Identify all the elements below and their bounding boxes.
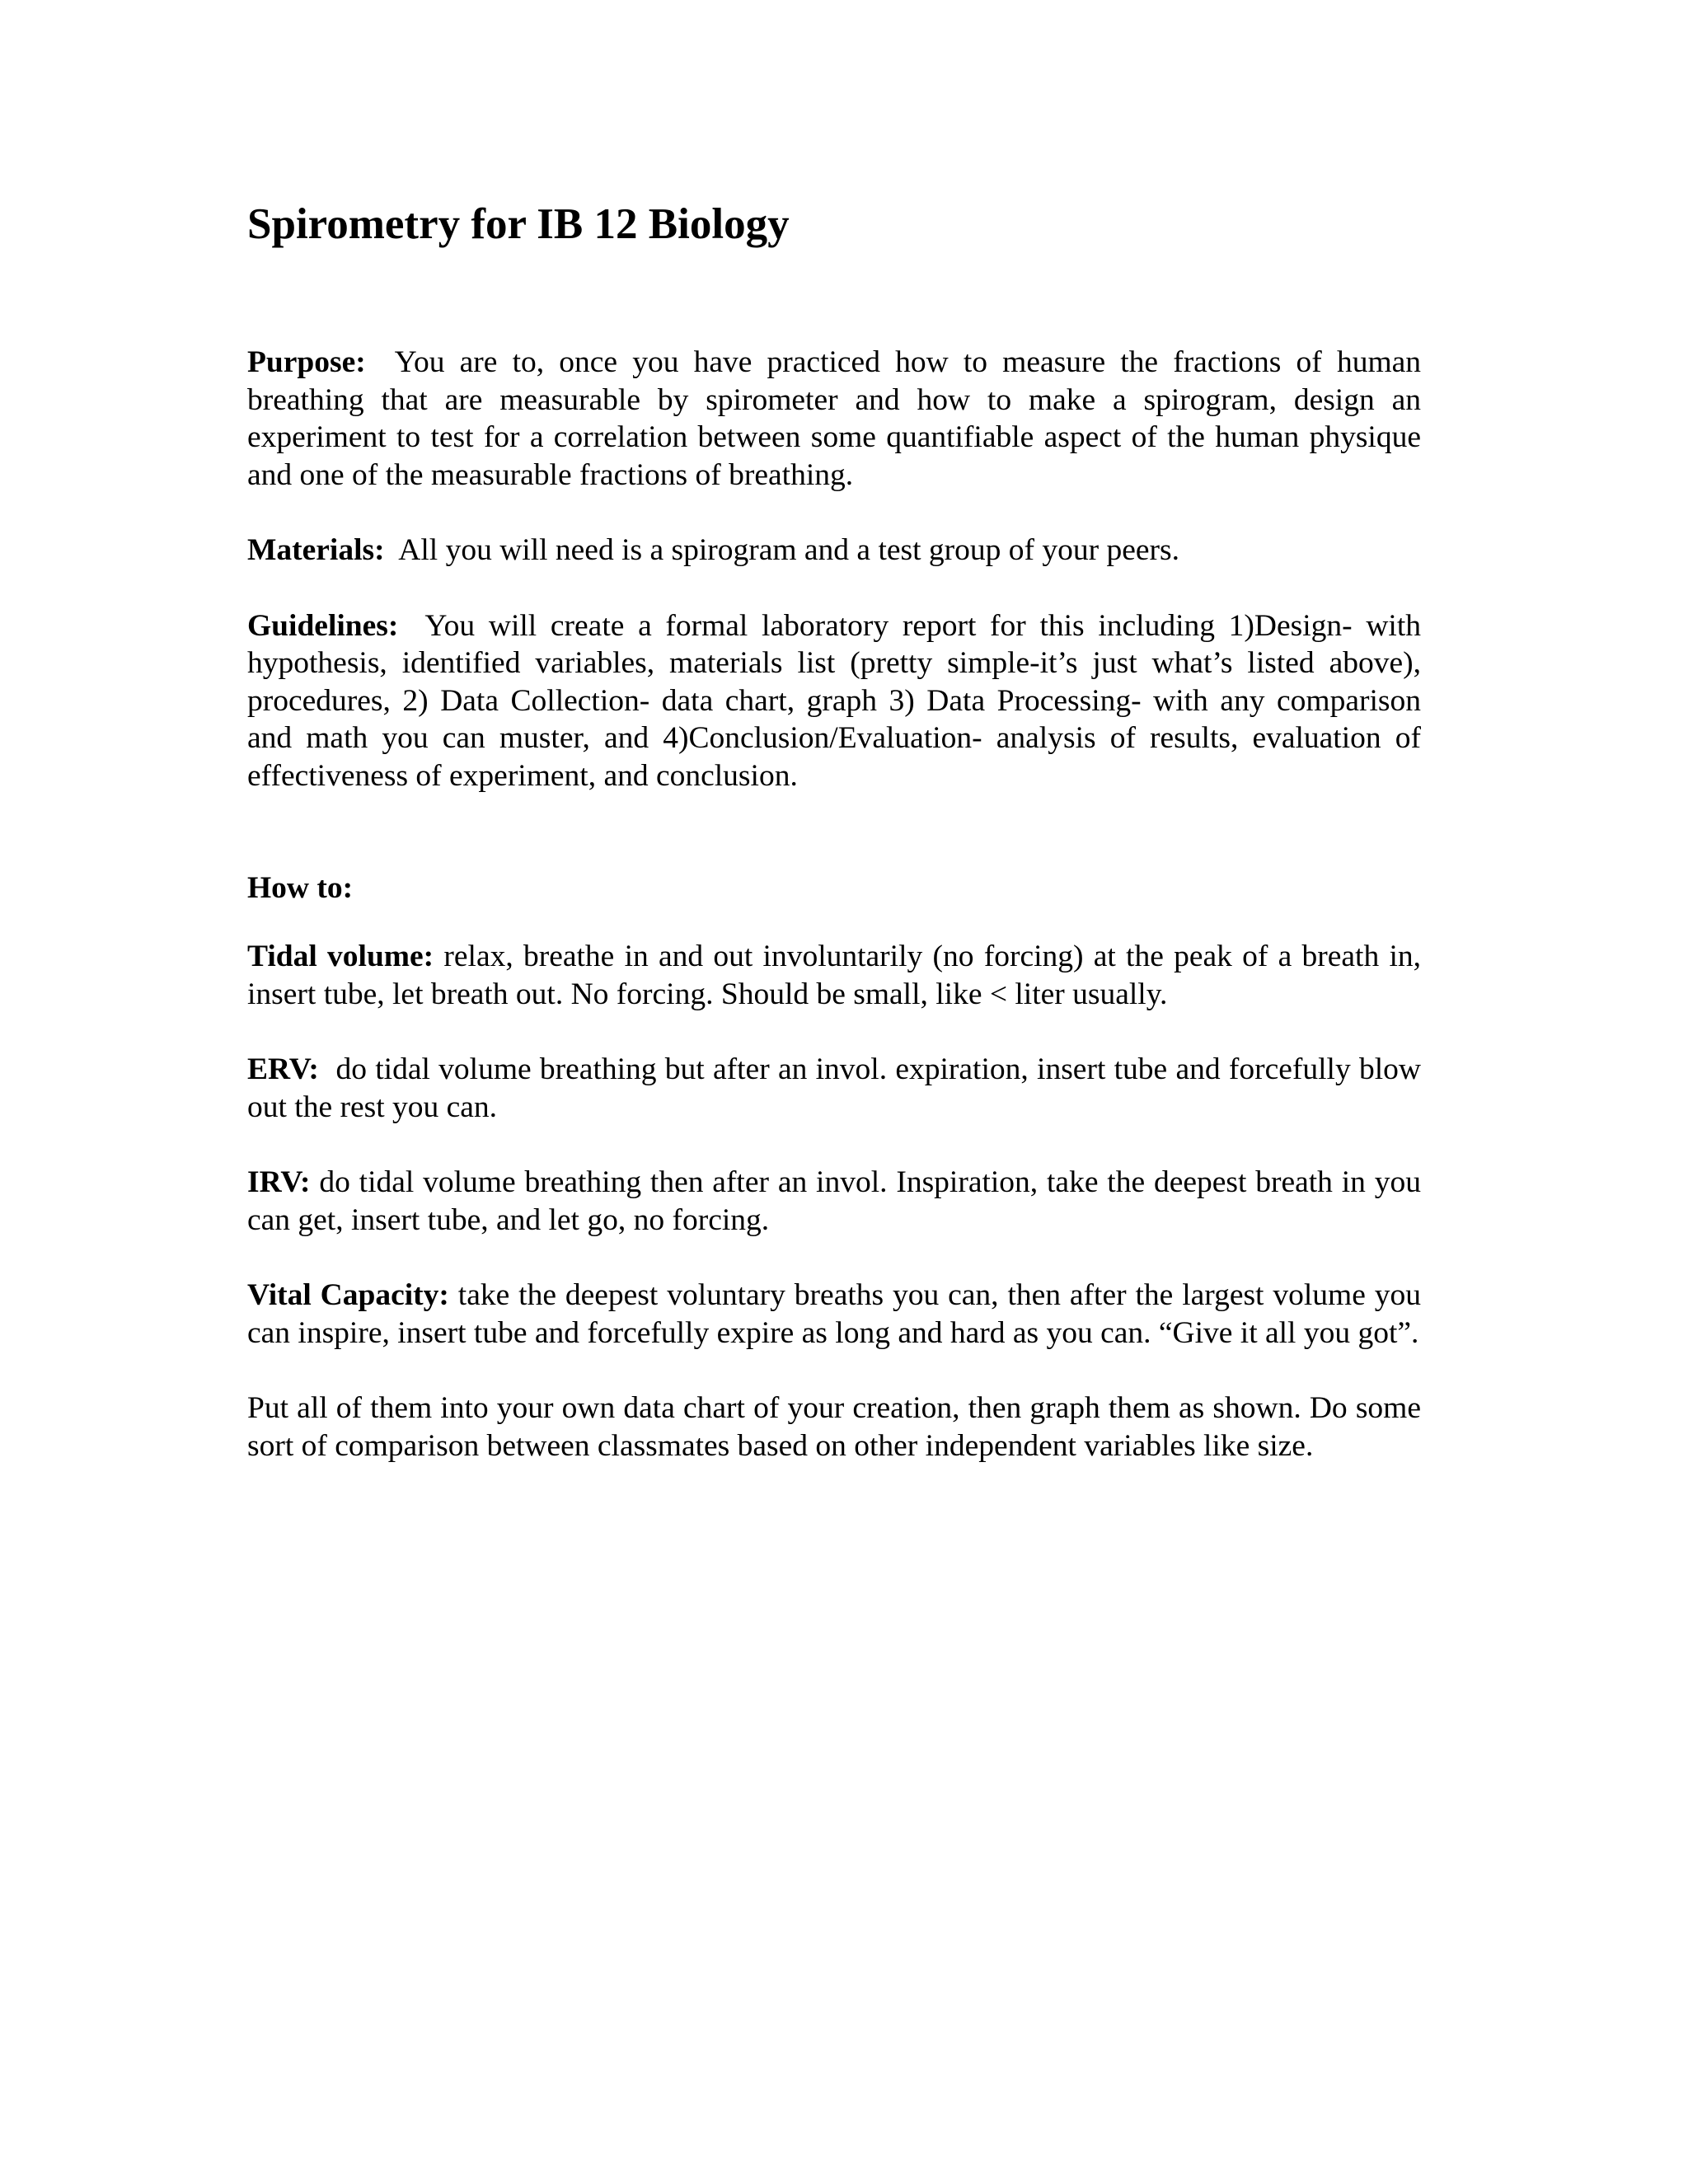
how-to-heading: How to: [247,871,354,905]
document-body [247,198,1421,1465]
guidelines-text: You will create a formal laboratory report for this including 1)Design- with hypothesis, identified variables, materials list (pretty simple-it’s just what’s listed above), procedures, 2) Data Collection- data chart, graph 3) Data Processing- with any comparison and math you can muster, and 4)Conclusion/Evaluation- analysis of results, evaluation of effectiveness of experiment, and conclusion. [247,608,1421,793]
erv-paragraph [247,1051,1421,1126]
erv-label: ERV: [247,1052,319,1086]
vital-capacity-paragraph [247,1277,1421,1352]
guidelines-label: Guidelines: [247,608,399,643]
purpose-paragraph [247,344,1421,494]
vital-capacity-text: take the deepest voluntary breaths you can, then after the largest volume you can inspire, insert tube and forcefully expire as long and hard as you can. “Give it all you got”. [247,1278,1421,1350]
irv-paragraph [247,1164,1421,1239]
erv-text: do tidal volume breathing but after an invol. expiration, insert tube and forcefully blow out the rest you can. [247,1052,1422,1124]
purpose-label: Purpose: [247,345,366,379]
irv-label: IRV: [247,1165,311,1199]
tidal-volume-label: Tidal volume: [247,940,434,973]
purpose-text: You are to, once you have practiced how to measure the fractions of human breathing that are measurable by spirometer and how to make a spirogram, design an experiment to test for a correlation between some quantifiable aspect of the human physique and one of the measurable fractions of breathing. [247,345,1422,492]
document-title: Spirometry for IB 12 Biology [247,200,790,248]
vital-capacity-label: Vital Capacity: [247,1278,449,1312]
materials-paragraph [247,532,1421,569]
materials-text: All you will need is a spirogram and a test group of your peers. [398,533,1179,567]
tidal-volume-text: relax, breathe in and out involuntarily (no forcing) at the peak of a breath in, insert tube, let breath out. No forcing. Should be small, like < liter usually. [247,940,1421,1011]
closing-paragraph: Put all of them into your own data chart of your creation, then graph them as shown. Do some sort of comparison between classmates based on other independent variables like size. [247,1391,1421,1463]
tidal-volume-paragraph [247,938,1421,1013]
guidelines-paragraph [247,607,1421,795]
materials-label: Materials: [247,533,385,567]
irv-text: do tidal volume breathing then after an invol. Inspiration, take the deepest breath in you can get, insert tube, and let go, no forcing. [247,1165,1422,1237]
